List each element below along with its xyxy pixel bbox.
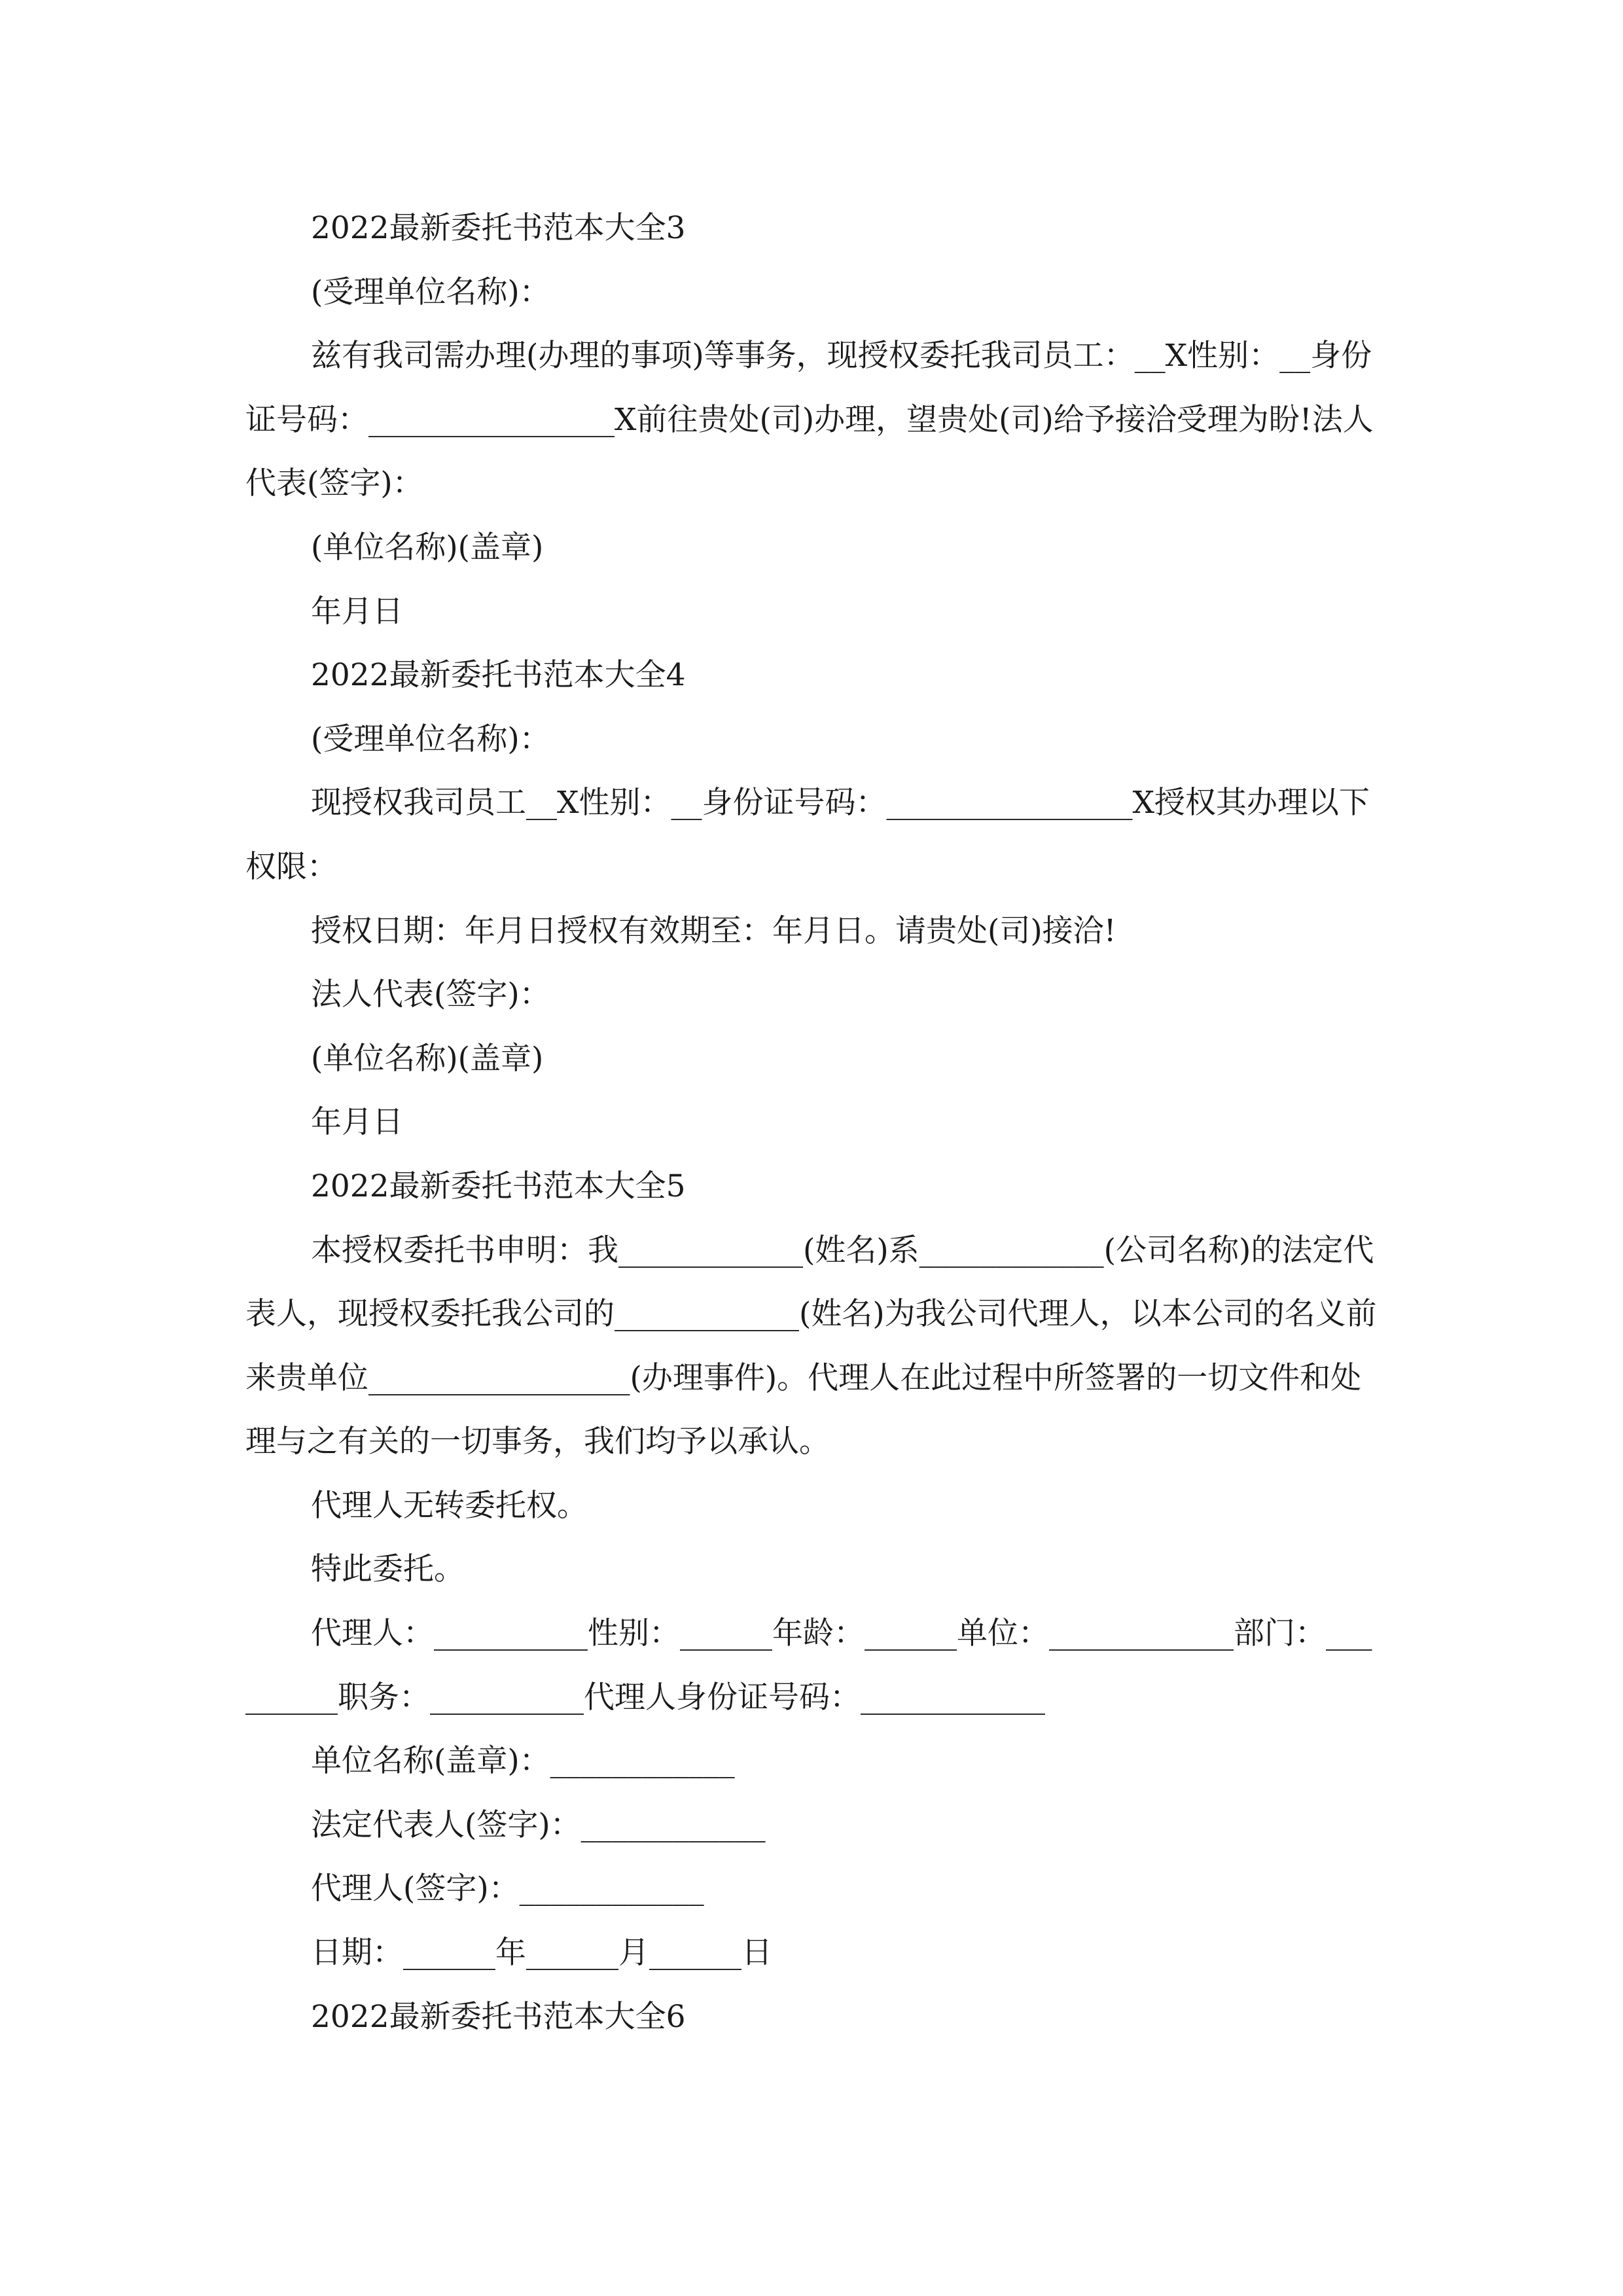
addressee-line: (受理单位名称)： [311,721,550,757]
addressee-line: (受理单位名称)： [311,274,550,310]
agent-info-fields: 代理人：__________性别：______年龄：______单位：____________部门：_________职务：__________代理人身份证号码：____________ [245,1615,1372,1715]
date-line: 年月日 [311,593,403,630]
section-heading-3: 2022最新委托书范本大全3 [311,210,686,246]
legal-rep-signature-field: 法定代表人(签字)：____________ [311,1806,766,1843]
seal-line: (单位名称)(盖章) [311,529,544,565]
document-body [245,196,1378,2049]
section-heading-6: 2022最新委托书范本大全6 [311,1998,686,2035]
body-paragraph: 现授权我司员工__X性别：__身份证号码：________________X授权其办理以下权限： [245,785,1370,885]
section-heading-4: 2022最新委托书范本大全4 [311,657,686,694]
agent-signature-field: 代理人(签字)：____________ [311,1871,704,1907]
body-paragraph: 本授权委托书申明：我____________(姓名)系____________(公司名称)的法定代表人，现授权委托我公司的____________(姓名)为我公司代理人，以本公司的名义前来贵单位_________________(办理事件)。代理人在此过程中所签署的一切文件和处理与之有关的一切事务，我们均予以承认。 [245,1232,1377,1460]
section-heading-5: 2022最新委托书范本大全5 [311,1168,686,1204]
company-seal-field: 单位名称(盖章)：____________ [311,1743,735,1780]
no-sub-delegation-line: 代理人无转委托权。 [311,1487,588,1524]
date-field: 日期：______年______月______日 [311,1935,772,1971]
seal-line: (单位名称)(盖章) [311,1040,544,1077]
body-paragraph: 兹有我司需办理(办理的事项)等事务，现授权委托我司员工：__X性别：__身份证号码：________________X前往贵处(司)办理，望贵处(司)给予接洽受理为盼!法人代表(签字)： [245,338,1374,502]
closing-line: 特此委托。 [311,1551,465,1588]
date-line: 年月日 [311,1104,403,1141]
authorization-period-line: 授权日期：年月日授权有效期至：年月日。请贵处(司)接洽! [311,912,1116,949]
signature-line: 法人代表(签字)： [311,977,550,1013]
